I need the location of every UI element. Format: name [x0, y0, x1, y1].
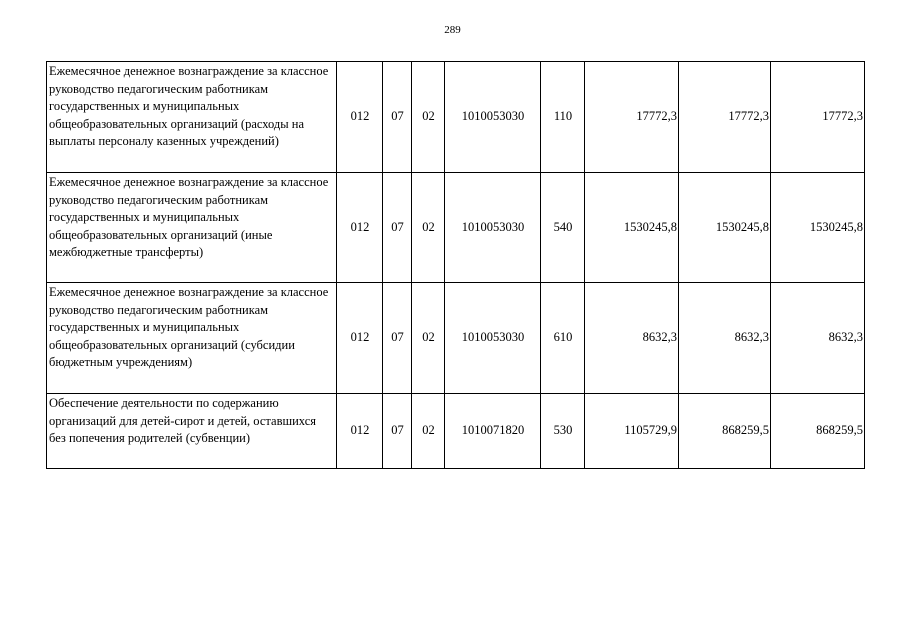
- amount-year-1: 1105729,9: [585, 394, 679, 469]
- code-ministry: 012: [337, 173, 383, 283]
- amount-year-3: 868259,5: [771, 394, 865, 469]
- code-ministry: 012: [337, 62, 383, 173]
- amount-year-1: 1530245,8: [585, 173, 679, 283]
- code-section: 07: [383, 173, 412, 283]
- code-target: 1010071820: [445, 394, 541, 469]
- code-target: 1010053030: [445, 283, 541, 394]
- code-section: 07: [383, 394, 412, 469]
- amount-year-1: 8632,3: [585, 283, 679, 394]
- table-row: [47, 173, 865, 283]
- code-expense-type: 540: [541, 173, 585, 283]
- row-description: Ежемесячное денежное вознаграждение за классное руководство педагогическим работникам государственных и муниципальных общеобразовательных организаций (расходы на выплаты персоналу казенных учреждений): [47, 62, 337, 173]
- code-subsection: 02: [412, 62, 445, 173]
- budget-table: [46, 61, 865, 469]
- amount-year-2: 1530245,8: [679, 173, 771, 283]
- amount-year-3: 1530245,8: [771, 173, 865, 283]
- amount-year-2: 17772,3: [679, 62, 771, 173]
- code-section: 07: [383, 62, 412, 173]
- code-subsection: 02: [412, 394, 445, 469]
- code-expense-type: 110: [541, 62, 585, 173]
- code-ministry: 012: [337, 283, 383, 394]
- row-description: Ежемесячное денежное вознаграждение за классное руководство педагогическим работникам государственных и муниципальных общеобразовательных организаций (иные межбюджетные трансферты): [47, 173, 337, 283]
- table-row: [47, 62, 865, 173]
- amount-year-1: 17772,3: [585, 62, 679, 173]
- code-ministry: 012: [337, 394, 383, 469]
- table-row: [47, 394, 865, 469]
- code-expense-type: 530: [541, 394, 585, 469]
- row-description: Обеспечение деятельности по содержанию организаций для детей-сирот и детей, оставшихся без попечения родителей (субвенции): [47, 394, 337, 469]
- row-description: Ежемесячное денежное вознаграждение за классное руководство педагогическим работникам государственных и муниципальных общеобразовательных организаций (субсидии бюджетным учреждениям): [47, 283, 337, 394]
- code-subsection: 02: [412, 173, 445, 283]
- code-target: 1010053030: [445, 173, 541, 283]
- amount-year-3: 17772,3: [771, 62, 865, 173]
- amount-year-3: 8632,3: [771, 283, 865, 394]
- page-number: 289: [444, 24, 461, 36]
- code-target: 1010053030: [445, 62, 541, 173]
- amount-year-2: 8632,3: [679, 283, 771, 394]
- code-section: 07: [383, 283, 412, 394]
- amount-year-2: 868259,5: [679, 394, 771, 469]
- code-expense-type: 610: [541, 283, 585, 394]
- code-subsection: 02: [412, 283, 445, 394]
- table-row: [47, 283, 865, 394]
